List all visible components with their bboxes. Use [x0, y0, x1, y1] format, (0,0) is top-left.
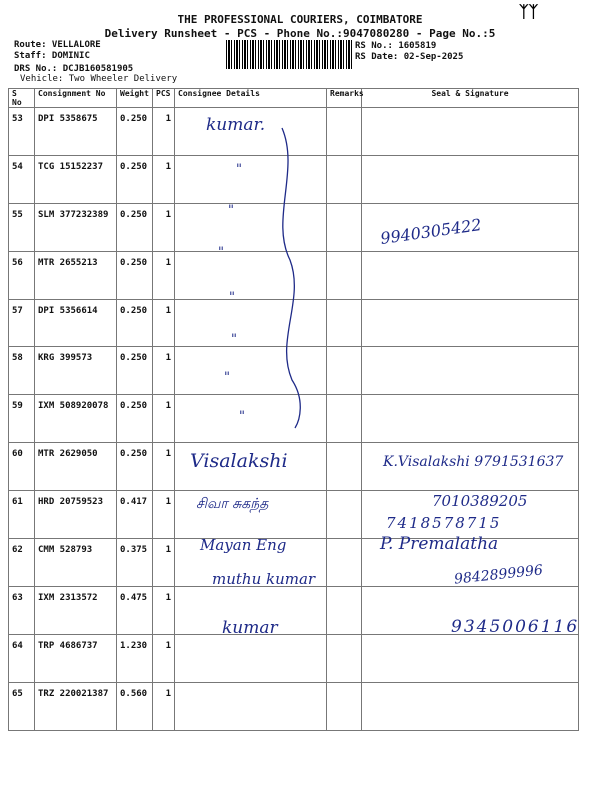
- company-title: THE PROFESSIONAL COURIERS, COIMBATORE: [177, 13, 423, 26]
- row-weight: 0.250: [117, 347, 153, 395]
- row-sno: 55: [9, 203, 35, 251]
- row-sno: 64: [9, 634, 35, 682]
- row-weight: 0.250: [117, 443, 153, 491]
- row-weight: 0.475: [117, 586, 153, 634]
- row-consignment: DPI 5356614: [35, 299, 117, 347]
- ditto-mark: ": [236, 162, 242, 177]
- signature-phone: 7010389205: [432, 492, 528, 510]
- row-sno: 61: [9, 491, 35, 539]
- ditto-mark: ": [228, 203, 234, 218]
- row-sno: 58: [9, 347, 35, 395]
- col-signature: Seal & Signature: [362, 89, 579, 108]
- row-weight: 0.250: [117, 299, 153, 347]
- row-sno: 65: [9, 682, 35, 730]
- col-consignment: Consignment No: [35, 89, 117, 108]
- row-pcs: 1: [153, 586, 175, 634]
- ditto-mark: ": [224, 370, 230, 385]
- row-weight: 0.250: [117, 395, 153, 443]
- row-consignment: SLM 377232389: [35, 203, 117, 251]
- row-sno: 56: [9, 251, 35, 299]
- row-consignment: HRD 20759523: [35, 491, 117, 539]
- ditto-mark: ": [229, 290, 235, 305]
- row-consignment: CMM 528793: [35, 539, 117, 587]
- row-pcs: 1: [153, 634, 175, 682]
- signature-handwriting: P. Premalatha: [380, 534, 499, 554]
- row-consignment: DPI 5358675: [35, 108, 117, 156]
- row-weight: 0.560: [117, 682, 153, 730]
- row-pcs: 1: [153, 155, 175, 203]
- corner-mark: ᛉᛉ: [519, 2, 539, 21]
- consignee-handwriting: kumar: [222, 618, 278, 638]
- col-sno: S No: [9, 89, 35, 108]
- consignee-handwriting: Visalakshi: [190, 450, 288, 472]
- row-sno: 62: [9, 539, 35, 587]
- runsheet-subtitle: Delivery Runsheet - PCS - Phone No.:9047080280 - Page No.:5: [104, 27, 496, 40]
- row-pcs: 1: [153, 443, 175, 491]
- route-label: Route: VELLALORE: [14, 40, 101, 50]
- row-weight: 1.230: [117, 634, 153, 682]
- row-consignment: TCG 15152237: [35, 155, 117, 203]
- row-weight: 0.250: [117, 251, 153, 299]
- signature-phone: 9345006116: [451, 617, 580, 637]
- row-consignment: TRP 4686737: [35, 634, 117, 682]
- row-pcs: 1: [153, 682, 175, 730]
- row-pcs: 1: [153, 203, 175, 251]
- col-consignee: Consignee Details: [175, 89, 327, 108]
- rs-number: RS No.: 1605819: [355, 41, 437, 51]
- row-sno: 59: [9, 395, 35, 443]
- row-pcs: 1: [153, 395, 175, 443]
- row-weight: 0.250: [117, 155, 153, 203]
- row-sno: 60: [9, 443, 35, 491]
- row-consignment: MTR 2655213: [35, 251, 117, 299]
- drs-number: DRS No.: DCJB160581905: [14, 64, 134, 74]
- row-weight: 0.417: [117, 491, 153, 539]
- row-pcs: 1: [153, 299, 175, 347]
- row-consignment: IXM 508920078: [35, 395, 117, 443]
- row-sno: 63: [9, 586, 35, 634]
- row-consignment: TRZ 220021387: [35, 682, 117, 730]
- consignee-handwriting: kumar.: [206, 115, 266, 135]
- col-weight: Weight: [117, 89, 153, 108]
- ditto-mark: ": [218, 245, 224, 260]
- row-consignment: IXM 2313572: [35, 586, 117, 634]
- col-remarks: Remarks: [327, 89, 362, 108]
- row-sno: 53: [9, 108, 35, 156]
- signature-phone: 9842899996: [453, 562, 544, 588]
- signature-phone: 7418578715: [386, 514, 502, 532]
- signature-phone: 9940305422: [379, 215, 483, 248]
- row-pcs: 1: [153, 108, 175, 156]
- row-consignment: KRG 399573: [35, 347, 117, 395]
- row-consignment: MTR 2629050: [35, 443, 117, 491]
- row-pcs: 1: [153, 251, 175, 299]
- row-weight: 0.375: [117, 539, 153, 587]
- consignee-handwriting: muthu kumar: [212, 570, 316, 588]
- consignee-handwriting: சிவா சுகந்த: [196, 496, 269, 512]
- signature-handwriting: K.Visalakshi 9791531637: [383, 454, 564, 470]
- vehicle-label: Vehicle: Two Wheeler Delivery: [20, 74, 178, 84]
- row-pcs: 1: [153, 491, 175, 539]
- staff-label: Staff: DOMINIC: [14, 51, 90, 61]
- rs-date: RS Date: 02-Sep-2025: [355, 52, 464, 62]
- col-pcs: PCS: [153, 89, 175, 108]
- row-weight: 0.250: [117, 203, 153, 251]
- consignee-handwriting: Mayan Eng: [200, 536, 287, 554]
- ditto-mark: ": [239, 409, 245, 424]
- row-sno: 57: [9, 299, 35, 347]
- row-weight: 0.250: [117, 108, 153, 156]
- row-sno: 54: [9, 155, 35, 203]
- row-pcs: 1: [153, 347, 175, 395]
- row-pcs: 1: [153, 539, 175, 587]
- ditto-mark: ": [231, 332, 237, 347]
